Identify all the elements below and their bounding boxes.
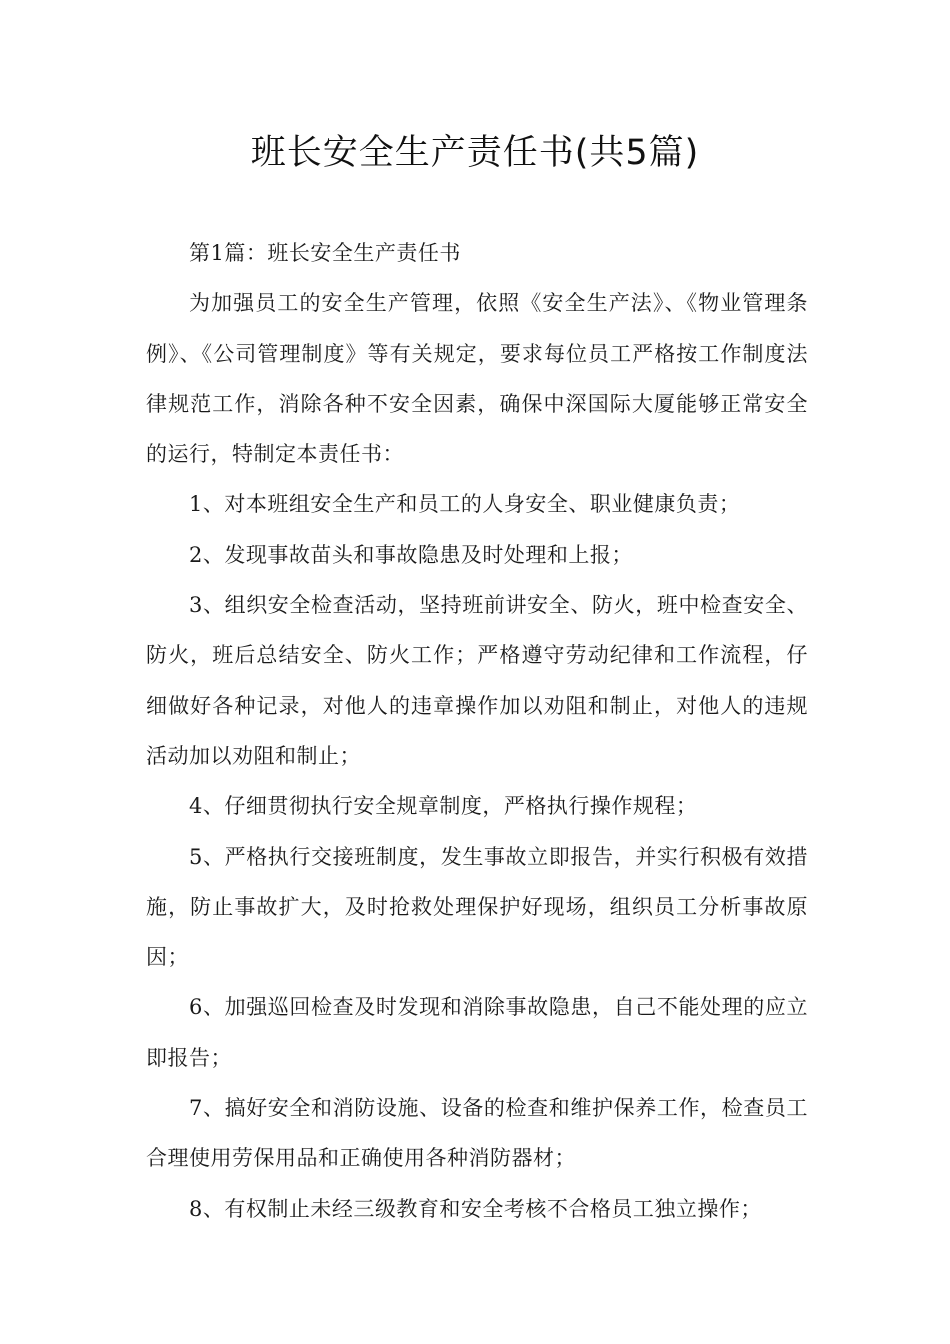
clause-7: 7、搞好安全和消防设施、设备的检查和维护保养工作，检查员工合理使用劳保用品和正确使用各种消防器材； (146, 1096, 808, 1171)
clause-2: 2、发现事故苗头和事故隐患及时处理和上报； (189, 542, 633, 567)
clause-4: 4、仔细贯彻执行安全规章制度，严格执行操作规程； (189, 794, 698, 819)
section-heading: 第1篇：班长安全生产责任书 (189, 241, 461, 265)
clause-1: 1、对本班组安全生产和员工的人身安全、职业健康负责； (189, 492, 741, 517)
clause-8: 8、有权制止未经三级教育和安全考核不合格员工独立操作； (189, 1196, 762, 1221)
document-title: 班长安全生产责任书(共5篇) (250, 133, 700, 173)
clause-6: 6、加强巡回检查及时发现和消除事故隐患，自己不能处理的应立即报告； (146, 995, 808, 1070)
intro-paragraph: 为加强员工的安全生产管理，依照《安全生产法》、《物业管理条例》、《公司管理制度》等有关规定，要求每位员工严格按工作制度法律规范工作，消除各种不安全因素，确保中深国际大厦能够正常安全的运行，特制定本责任书： (146, 291, 808, 467)
clause-5: 5、严格执行交接班制度，发生事故立即报告，并实行积极有效措施，防止事故扩大，及时抢救处理保护好现场，组织员工分析事故原因； (146, 844, 808, 970)
document-body (146, 228, 808, 1234)
clause-3: 3、组织安全检查活动，坚持班前讲安全、防火，班中检查安全、防火，班后总结安全、防火工作；严格遵守劳动纪律和工作流程，仔细做好各种记录，对他人的违章操作加以劝阻和制止，对他人的违规活动加以劝阻和制止； (146, 593, 808, 768)
